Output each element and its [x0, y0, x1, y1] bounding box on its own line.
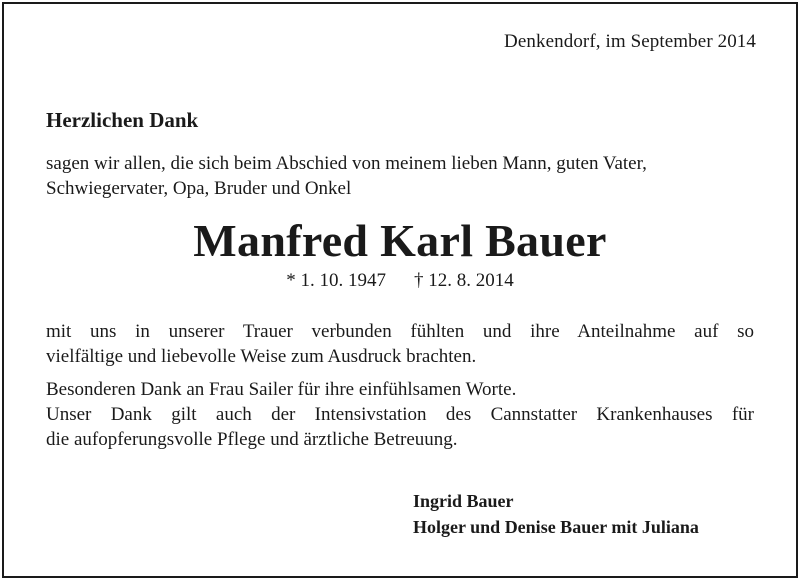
special-thanks-line: Besonderen Dank an Frau Sailer für ihre einfühlsamen Worte. — [46, 379, 517, 400]
special-thanks-line: Unser Dank gilt auch der Intensivstation des Cannstatter Krankenhauses für — [46, 404, 754, 425]
notice-heading: Herzlichen Dank — [46, 108, 199, 132]
death-date: † 12. 8. 2014 — [414, 270, 514, 291]
gratitude-line: mit uns in unserer Trauer verbunden fühlten und ihre Anteilnahme auf so — [46, 321, 754, 342]
special-thanks-paragraph — [46, 377, 754, 452]
gratitude-paragraph — [46, 319, 754, 369]
signatory-name: Holger und Denise Bauer mit Juliana — [413, 517, 699, 537]
life-dates — [0, 270, 800, 292]
signatories — [413, 488, 699, 540]
intro-line: sagen wir allen, die sich beim Abschied von meinem lieben Mann, guten Vater, — [46, 153, 647, 174]
gratitude-line: vielfältige und liebevolle Weise zum Ausdruck brachten. — [46, 346, 477, 367]
intro-line: Schwiegervater, Opa, Bruder und Onkel — [46, 178, 352, 199]
place-and-date: Denkendorf, im September 2014 — [504, 31, 756, 52]
birth-date: * 1. 10. 1947 — [286, 270, 386, 291]
deceased-name: Manfred Karl Bauer — [193, 215, 607, 266]
intro-paragraph — [46, 151, 754, 201]
special-thanks-line: die aufopferungsvolle Pflege und ärztliche Betreuung. — [46, 429, 458, 450]
signatory-name: Ingrid Bauer — [413, 491, 514, 511]
